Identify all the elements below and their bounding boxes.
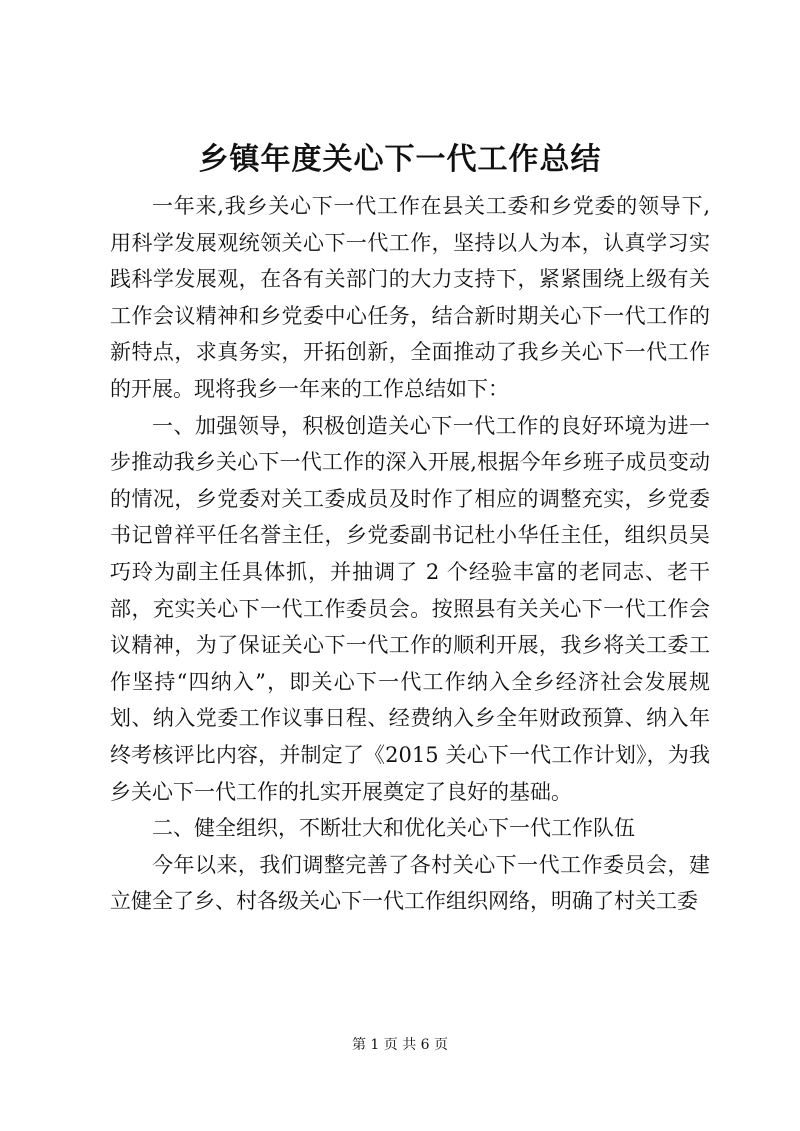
paragraph-intro: 一年来,我乡关心下一代工作在县关工委和乡党委的领导下,用科学发展观统领关心下一代工作，坚持以人为本，认真学习实践科学发展观，在各有关部门的大力支持下，紧紧围绕上级有关工作会议精神和乡党委中心任务，结合新时期关心下一代工作的新特点，求真务实，开拓创新，全面推动了我乡关心下一代工作的开展。现将我乡一年来的工作总结如下： <box>110 194 710 401</box>
section-heading-2: 二、健全组织，不断壮大和优化关心下一代工作队伍 <box>152 816 635 841</box>
paragraph-section-1: 一、加强领导，积极创造关心下一代工作的良好环境为进一步推动我乡关心下一代工作的深入开展,根据今年乡班子成员变动的情况，乡党委对关工委成员及时作了相应的调整充实，乡党委书记曾祥平任名誉主任，乡党委副书记杜小华任主任，组织员吴巧玲为副主任具体抓，并抽调了 2 个经验丰富的老同志、老干部，充实关心下一代工作委员会。按照县有关关心下一代工作会议精神，为了保证关心下一代工作的顺利开展，我乡将关工委工作坚持“四纳入”，即关心下一代工作纳入全乡经济社会发展规划、纳入党委工作议事日程、经费纳入乡全年财政预算、纳入年终考核评比内容，并制定了《2015 关心下一代工作计划》，为我乡关心下一代工作的扎实开展奠定了良好的基础。 <box>110 413 710 804</box>
paragraph-section-2: 今年以来，我们调整完善了各村关心下一代工作委员会，建立健全了乡、村各级关心下一代工作组织网络，明确了村关工委 <box>110 852 710 914</box>
page-footer: 第 1 页 共 6 页 <box>351 1037 449 1053</box>
document-body <box>110 188 710 920</box>
document-title: 乡镇年度关心下一代工作总结 <box>198 142 602 177</box>
